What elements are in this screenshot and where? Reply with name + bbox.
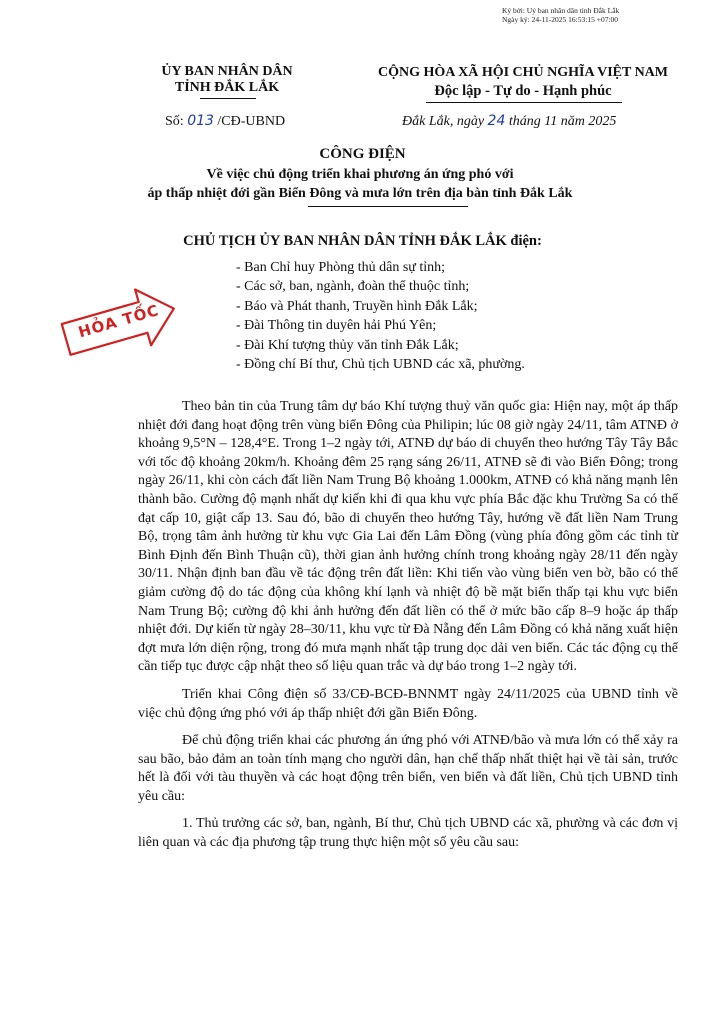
body-paragraph: 1. Thủ trưởng các sở, ban, ngành, Bí thư, Chủ tịch UBND các xã, phường và các đơn vị liên quan và các địa phương tập trung thực hiện một số yêu cầu sau:	[138, 816, 678, 851]
digital-signature-info	[502, 6, 619, 24]
body-paragraph: Theo bản tin của Trung tâm dự báo Khí tượng thuỷ văn quốc gia: Hiện nay, một áp thấp nhiệt đới đang hoạt động trên vùng biển Đông của Philipin; lúc 08 giờ ngày 24/11, tâm ATNĐ ở khoảng 9,5°N – 128,4°E. Trong 1–2 ngày tới, ATNĐ dự báo di chuyển theo hướng Tây Tây Bắc với tốc độ khoảng 20km/h. Khoảng đêm 25 rạng sáng 26/11, ATNĐ sẽ đi vào Biển Đông; trong ngày 26/11, khi còn cách đất liền Nam Trung Bộ khoảng 1.000km, ATNĐ có khả năng mạnh lên thành bão. Cường độ mạnh nhất dự kiến khi đi qua khu vực phía Bắc đặc khu Trường Sa có thể đạt cấp 10, giật cấp 13. Sau đó, bão di chuyển theo hướng Tây, hướng về đất liền Nam Trung Bộ, trọng tâm ảnh hưởng từ khu vực Gia Lai đến Lâm Đồng (vùng phía đông gồm các tỉnh từ Bình Định đến Bình Thuận cũ), thời gian ảnh hưởng chính trong khoảng ngày 28/11 đến ngày 30/11. Nhận định ban đầu về tác động trên đất liền: Khi tiến vào vùng biển ven bờ, bão có thể giảm cường độ do tác động của không khí lạnh và nhiệt độ bề mặt biển thấp tại khu vực biển Nam Trung Bộ; cường độ khi ảnh hưởng đến đất liền có thể ở mức bão cấp 8–9 hoặc áp thấp nhiệt đới. Dự kiến từ ngày 28–30/11, khu vực từ Đà Nẵng đến Lâm Đồng có khả năng xuất hiện đợt mưa lớn diện rộng, trong đó mưa mạnh nhất tập trung dọc dải ven biển. Các tác động cụ thể cần tiếp tục được cập nhật theo số liệu quan trắc và dự báo trong 1–2 ngày tới.	[138, 399, 678, 675]
doc-number-suffix: /CĐ-UBND	[213, 114, 286, 129]
document-title: CÔNG ĐIỆN	[319, 146, 406, 162]
motto-underline	[426, 102, 622, 103]
urgent-stamp	[53, 275, 187, 373]
body-paragraph: Để chủ động triển khai các phương án ứng phó với ATNĐ/bão và mưa lớn có thể xảy ra sau bão, bảo đảm an toàn tính mạng cho người dân, hạn chế thấp nhất thiệt hại về tài sản, trước hết là đối với tàu thuyền và các hoạt động trên biển, ven biển và đất liền, Chủ tịch UBND tỉnh yêu cầu:	[138, 733, 678, 804]
date-suffix: tháng 11 năm 2025	[505, 114, 617, 129]
authority-underline	[200, 98, 256, 99]
stamp-text: HỎA TỐC	[76, 301, 162, 342]
subject-line-2: áp thấp nhiệt đới gần Biển Đông và mưa lớn trên địa bàn tỉnh Đắk Lắk	[147, 186, 573, 201]
recipient-item: - Đồng chí Bí thư, Chủ tịch UBND các xã, phường.	[236, 357, 525, 373]
subject-underline	[308, 206, 468, 207]
recipient-item: - Đài Khí tượng thủy văn tỉnh Đắk Lắk;	[236, 337, 459, 353]
recipient-list	[236, 258, 616, 374]
recipient-item: - Ban Chỉ huy Phòng thủ dân sự tỉnh;	[236, 260, 446, 275]
doc-number-prefix: Số:	[165, 114, 188, 129]
document-subject	[120, 165, 600, 203]
document-body	[138, 392, 678, 862]
recipient-item: - Báo và Phát thanh, Truyền hình Đắk Lắk;	[236, 298, 478, 314]
date-line	[402, 113, 616, 130]
date-prefix: Đắk Lắk, ngày	[402, 114, 488, 129]
recipient-item: - Các sở, ban, ngành, đoàn thể thuộc tỉnh;	[236, 279, 470, 295]
authority-line-2: TỈNH ĐẮK LẮK	[174, 80, 280, 95]
addressor-line: CHỦ TỊCH ỦY BAN NHÂN DÂN TỈNH ĐẮK LẮK điện:	[183, 233, 542, 249]
signature-date: Ngày ký: 24-11-2025 16:53:15 +07:00	[502, 15, 619, 24]
date-day-handwritten: 24	[487, 113, 506, 129]
document-number	[165, 113, 285, 130]
authority-line-1: ỦY BAN NHÂN DÂN	[161, 64, 293, 79]
subject-line-1: Về việc chủ động triển khai phương án ứng phó với	[206, 167, 514, 182]
doc-number-handwritten: 013	[187, 113, 214, 129]
signature-signer: Ký bởi: Uỷ ban nhân dân tỉnh Đắk Lắk	[502, 6, 620, 15]
issuing-authority	[132, 64, 322, 96]
national-header	[358, 64, 688, 100]
national-motto: Độc lập - Tự do - Hạnh phúc	[434, 83, 612, 99]
recipient-item: - Đài Thông tin duyên hải Phú Yên;	[236, 318, 437, 334]
country-name: CỘNG HÒA XÃ HỘI CHỦ NGHĨA VIỆT NAM	[377, 65, 668, 80]
body-paragraph: Triển khai Công điện số 33/CĐ-BCĐ-BNNMT ngày 24/11/2025 của UBND tỉnh về việc chủ động ứng phó với áp thấp nhiệt đới gần Biển Đông.	[138, 686, 678, 721]
